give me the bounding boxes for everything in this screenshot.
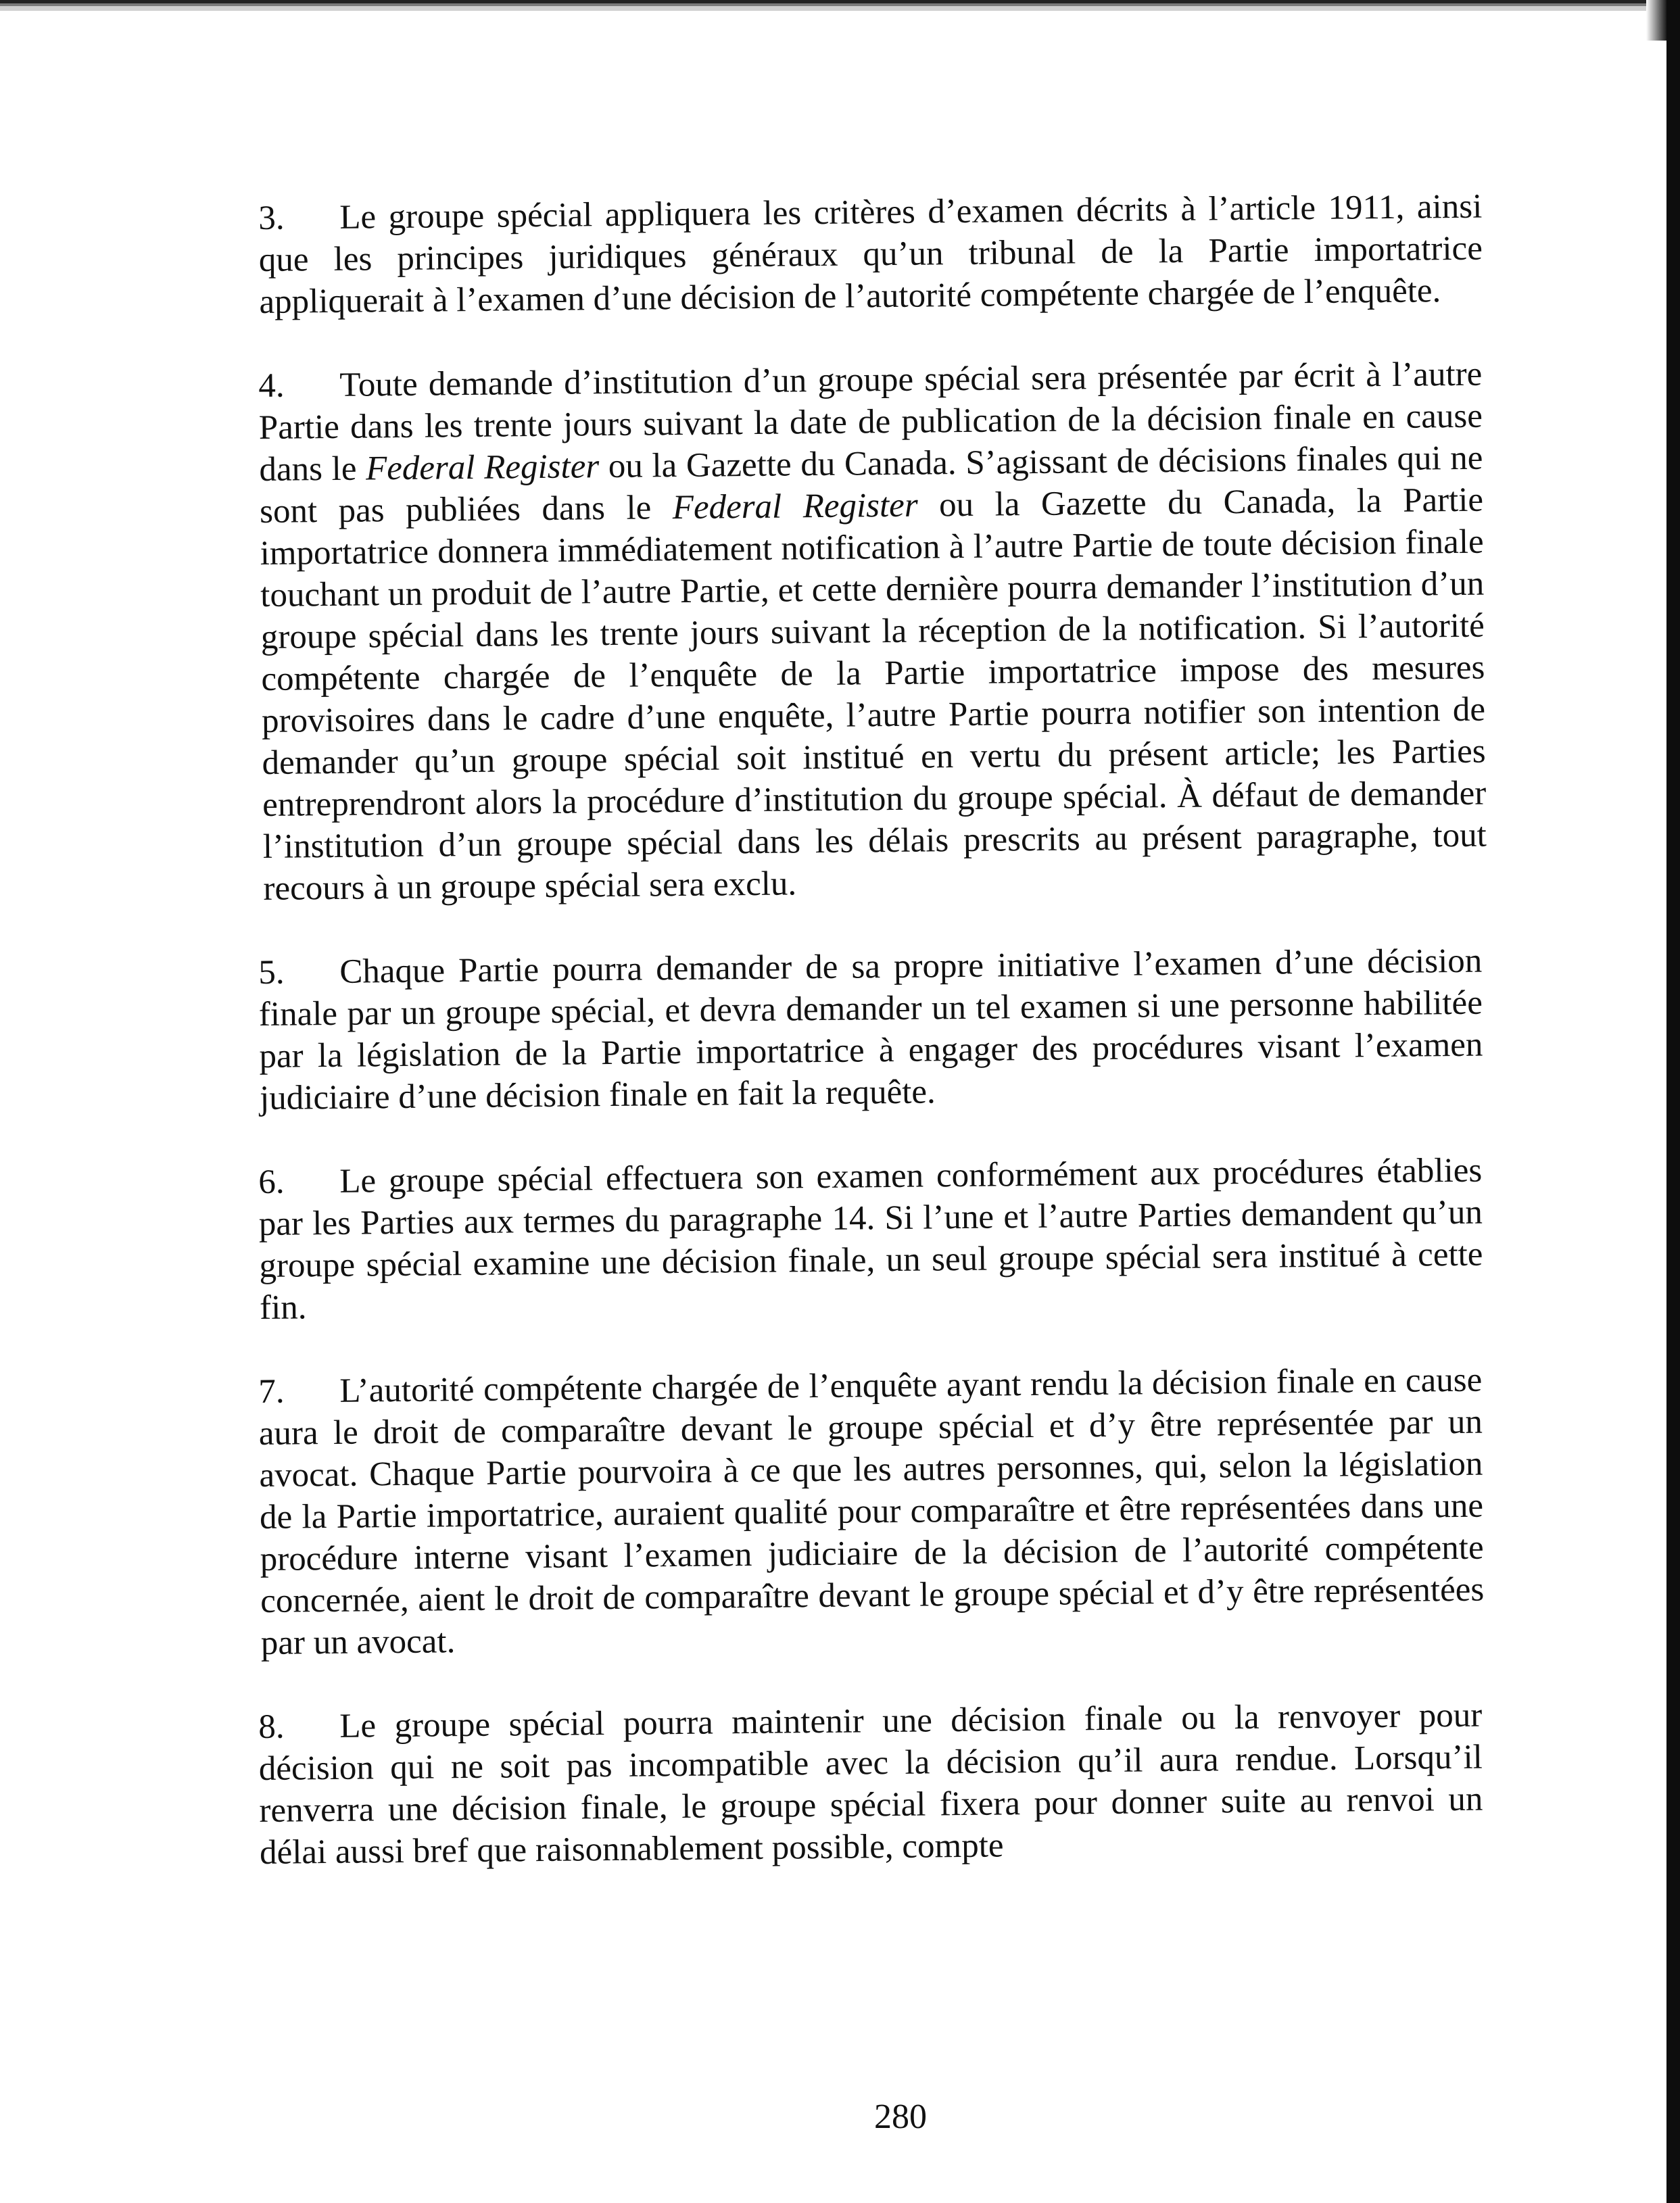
paragraph-number: 3. xyxy=(258,199,285,237)
paragraph-3 xyxy=(258,186,1483,323)
page-body xyxy=(258,187,1487,1916)
paragraph-text: Le groupe spécial effectuera son examen conformément aux procédures établies par les Parties aux termes du paragraphe 14. Si l’une et l’autre Parties demandent qu’un groupe spécial examine une décision finale, un seul groupe spécial sera institué à cette fin. xyxy=(258,1151,1483,1327)
paragraph-text: L’autorité compétente chargée de l’enquête ayant rendu la décision finale en cause aura le droit de comparaître devant le groupe spécial et d’y être représentée par un avocat. Chaque Partie pourvoira à ce que les autres personnes, qui, selon la législation de la Partie importatrice, auraient qualité pour comparaître et être représentées dans une procédure interne visant l’examen judiciaire de la décision de l’autorité compétente concernée, aient le droit de comparaître devant le groupe spécial et d’y être représentées par un avocat. xyxy=(258,1361,1485,1662)
paragraph-text: Chaque Partie pourra demander de sa propre initiative l’examen d’une décision finale par un groupe spécial, et devra demander un tel examen si une personne habilitée par la législation de la Partie importatrice à engager des procédures visant l’examen judiciaire d’une décision finale en fait la requête. xyxy=(258,942,1483,1117)
scan-top-edge xyxy=(0,0,1656,11)
page-number: 280 xyxy=(874,2098,927,2136)
paragraph-7 xyxy=(258,1359,1485,1664)
paragraph-number: 7. xyxy=(258,1372,285,1411)
italic-title: Federal Register xyxy=(365,447,600,488)
italic-title: Federal Register xyxy=(672,486,918,527)
paragraph-text: Le groupe spécial pourra maintenir une décision finale ou la renvoyer pour décision qui ne soit pas incompatible avec la décision qu’il aura rendue. Lorsqu’il renverra une décision finale, le groupe spécial fixera pour donner suite au renvoi un délai aussi bref que raisonnablement possible, compte xyxy=(258,1696,1483,1872)
paragraph-text: Toute demande d’institution d’un groupe spécial sera présentée par écrit à l’autre Partie dans les trente jours suivant la date de publication de la décision finale en cause dans le Federal Register ou la Gazette du Canada. S’agissant de décisions finales qui ne sont pas publiées dans le Federal Register ou la Gazette du Canada, la Partie importatrice donnera immédiatement notification à l’autre Partie de toute décision finale touchant un produit de l’autre Partie, et cette dernière pourra demander l’institution d’un groupe spécial dans les trente jours suivant la réception de la notification. Si l’autorité compétente chargée de l’enquête de la Partie importatrice impose des mesures provisoires dans le cadre d’une enquête, l’autre Partie pourra notifier son intention de demander qu’un groupe spécial soit institué en vertu du présent article; les Parties entreprendront alors la procédure d’institution du groupe spécial. À défaut de demander l’institution d’un groupe spécial dans les délais prescrits au présent paragraphe, tout recours à un groupe spécial sera exclu. xyxy=(258,355,1487,908)
paragraph-5 xyxy=(258,940,1483,1119)
scan-corner-shadow xyxy=(1646,0,1666,41)
scan-right-edge xyxy=(1666,0,1680,2203)
paragraph-text: Le groupe spécial appliquera les critères d’examen décrits à l’article 1911, ainsi que les principes juridiques généraux qu’un tribunal de la Partie importatrice appliquerait à l’examen d’une décision de l’autorité compétente chargée de l’enquête. xyxy=(258,187,1483,321)
paragraph-number: 4. xyxy=(258,366,285,405)
paragraph-number: 6. xyxy=(258,1163,285,1201)
paragraph-number: 8. xyxy=(258,1708,285,1746)
paragraph-4 xyxy=(258,354,1487,910)
paragraph-8 xyxy=(258,1695,1483,1874)
paragraph-6 xyxy=(258,1150,1483,1329)
paragraph-number: 5. xyxy=(258,953,285,992)
